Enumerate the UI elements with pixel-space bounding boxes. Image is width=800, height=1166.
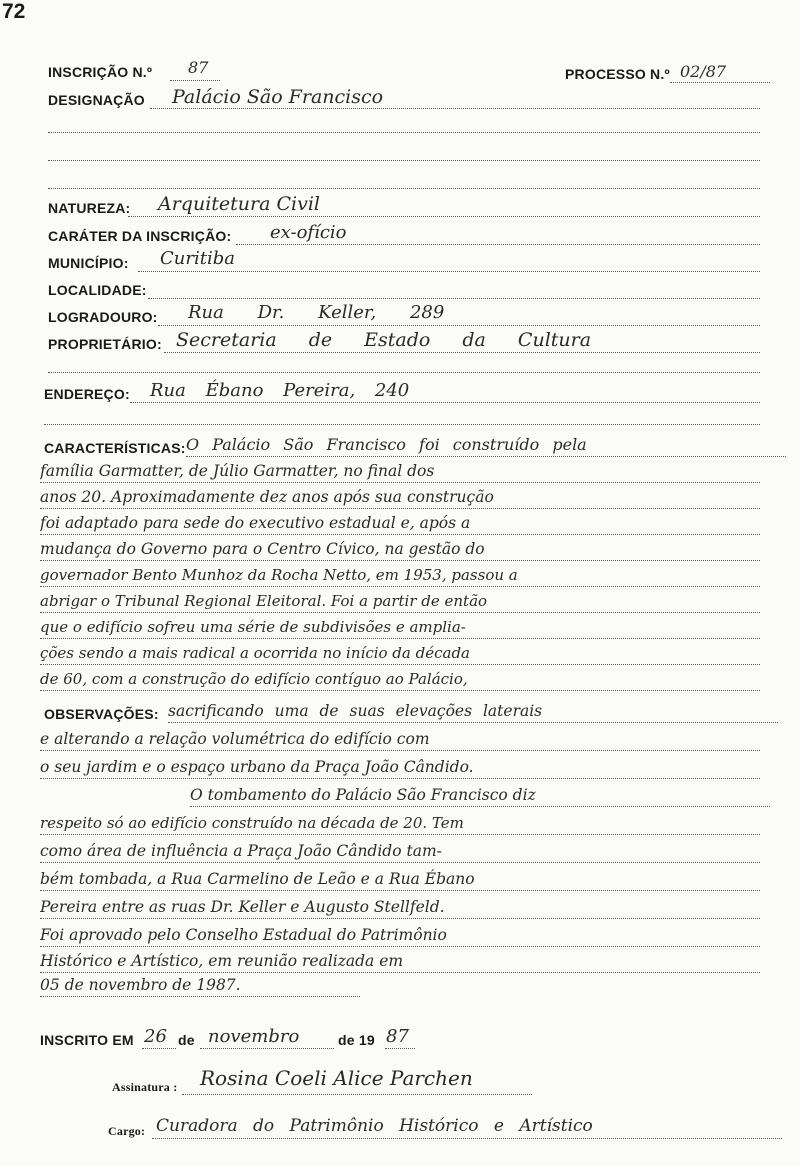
caracteristicas-first-line: O Palácio São Francisco foi construído pela	[186, 434, 786, 457]
assinatura-dots	[182, 1094, 532, 1095]
inscricao-value: 87	[188, 58, 209, 77]
page-number: 72	[2, 0, 26, 23]
caracteristicas-line: que o edifício sofreu uma série de subdivisões e amplia-	[40, 616, 760, 639]
municipio-label: MUNICÍPIO:	[48, 255, 129, 271]
blank-line-5	[44, 424, 760, 425]
assinatura-label: Assinatura :	[112, 1080, 178, 1094]
caracteristicas-line: abrigar o Tribunal Regional Eleitoral. Foi a partir de então	[40, 590, 760, 613]
carater-value: ex-ofício	[270, 222, 347, 243]
caracteristicas-line: ções sendo a mais radical a ocorrida no início da década	[40, 642, 760, 665]
logradouro-label: LOGRADOURO:	[48, 309, 158, 325]
inscricao-dots	[170, 80, 220, 81]
observacoes-line: bém tombada, a Rua Carmelino de Leão e a Rua Ébano	[40, 868, 760, 891]
inscrito-label: INSCRITO EM	[40, 1032, 134, 1048]
localidade-dots	[148, 298, 760, 299]
observacoes-label: OBSERVAÇÕES:	[44, 706, 159, 722]
inscrito-day: 26	[144, 1026, 167, 1047]
logradouro-value: Rua Dr. Keller, 289	[188, 302, 445, 323]
inscricao-label: INSCRIÇÃO N.º	[48, 64, 153, 80]
de-text-2: de 19	[338, 1032, 375, 1048]
cargo-value: Curadora do Patrimônio Histórico e Artístico	[156, 1116, 593, 1136]
municipio-dots	[138, 271, 760, 272]
inscrito-day-dots	[142, 1048, 176, 1049]
observacoes-line: O tombamento do Palácio São Francisco diz	[190, 784, 770, 807]
cargo-dots	[152, 1138, 782, 1139]
municipio-value: Curitiba	[160, 248, 235, 269]
observacoes-line: como área de influência a Praça João Cândido tam-	[40, 840, 760, 863]
observacoes-line: o seu jardim e o espaço urbano da Praça João Cândido.	[40, 756, 760, 779]
caracteristicas-label: CARACTERÍSTICAS:	[44, 440, 186, 456]
caracteristicas-line: anos 20. Aproximadamente dez anos após sua construção	[40, 486, 760, 509]
inscrito-year-dots	[385, 1048, 415, 1049]
processo-value: 02/87	[680, 62, 727, 81]
designacao-value: Palácio São Francisco	[172, 86, 384, 108]
signature: Rosina Coeli Alice Parchen	[200, 1066, 473, 1090]
caracteristicas-line: governador Bento Munhoz da Rocha Netto, em 1953, passou a	[40, 564, 760, 587]
localidade-label: LOCALIDADE:	[48, 282, 147, 298]
observacoes-line: Pereira entre as ruas Dr. Keller e Augusto Stellfeld.	[40, 896, 760, 919]
logradouro-dots	[158, 325, 760, 326]
inscrito-month-dots	[200, 1048, 334, 1049]
blank-line-3	[48, 188, 760, 189]
carater-label: CARÁTER DA INSCRIÇÃO:	[48, 228, 232, 244]
observacoes-line: e alterando a relação volumétrica do edifício com	[40, 728, 760, 751]
caracteristicas-line: foi adaptado para sede do executivo estadual e, após a	[40, 512, 760, 535]
proprietario-label: PROPRIETÁRIO:	[48, 336, 162, 352]
observacoes-line: Foi aprovado pelo Conselho Estadual do Patrimônio	[40, 924, 760, 947]
observacoes-first-line: sacrificando uma de suas elevações laterais	[168, 700, 778, 723]
inscrito-year: 87	[386, 1026, 409, 1047]
de-text-1: de	[178, 1032, 195, 1048]
processo-label: PROCESSO N.º	[565, 66, 670, 82]
caracteristicas-line: família Garmatter, de Júlio Garmatter, no final dos	[40, 460, 760, 483]
endereco-value: Rua Ébano Pereira, 240	[150, 380, 410, 401]
natureza-dots	[128, 216, 760, 217]
caracteristicas-line: de 60, com a construção do edifício contíguo ao Palácio,	[40, 668, 760, 691]
blank-line-1	[48, 132, 760, 133]
blank-line-2	[48, 160, 760, 161]
endereco-dots	[130, 402, 760, 403]
designacao-dots	[150, 108, 760, 109]
observacoes-line: Histórico e Artístico, em reunião realizada em	[40, 950, 760, 973]
inscrito-month: novembro	[208, 1026, 300, 1047]
caracteristicas-line: mudança do Governo para o Centro Cívico, na gestão do	[40, 538, 760, 561]
designacao-label: DESIGNAÇÃO	[48, 92, 145, 108]
cargo-label: Cargo:	[108, 1124, 146, 1138]
endereco-label: ENDEREÇO:	[44, 386, 130, 402]
proprietario-value: Secretaria de Estado da Cultura	[176, 329, 592, 351]
blank-line-4	[48, 372, 760, 373]
natureza-value: Arquitetura Civil	[158, 193, 320, 215]
proprietario-dots	[164, 352, 760, 353]
processo-dots	[670, 82, 770, 83]
carater-dots	[236, 244, 760, 245]
observacoes-line: respeito só ao edifício construído na década de 20. Tem	[40, 812, 760, 835]
natureza-label: NATUREZA:	[48, 200, 131, 216]
observacoes-line: 05 de novembro de 1987.	[40, 974, 360, 997]
